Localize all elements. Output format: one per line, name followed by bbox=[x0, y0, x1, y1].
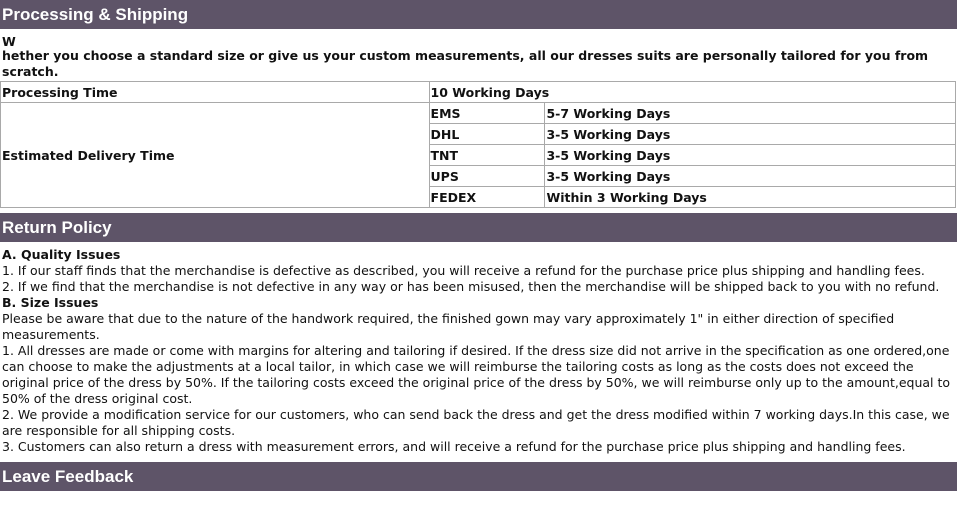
leave-feedback-header bbox=[0, 462, 957, 491]
carrier-time: 3-5 Working Days bbox=[545, 124, 956, 145]
carrier-name: EMS bbox=[429, 103, 545, 124]
processing-shipping-title: Processing & Shipping bbox=[2, 5, 189, 24]
size-intro: Please be aware that due to the nature of the handwork required, the finished gown may vary approximately 1" in either direction of specified measurements. bbox=[2, 311, 895, 342]
table-row bbox=[1, 103, 956, 124]
size-item: 2. We provide a modification service for our customers, who can send back the dress and get the dress modified within 7 working days.In this case, we are responsible for all shipping costs. bbox=[2, 407, 950, 438]
table-row bbox=[1, 82, 956, 103]
return-policy-body bbox=[0, 242, 957, 455]
processing-time-label: Processing Time bbox=[1, 82, 430, 103]
quality-item: 2. If we find that the merchandise is not defective in any way or has been misused, then the merchandise will be shipped back to you with no refund. bbox=[2, 279, 940, 294]
intro-text: hether you choose a standard size or give us your custom measurements, all our dresses suits are personally tailored for you from scratch. bbox=[2, 48, 929, 79]
carrier-name: DHL bbox=[429, 124, 545, 145]
carrier-time: 3-5 Working Days bbox=[545, 145, 956, 166]
carrier-time: 5-7 Working Days bbox=[545, 103, 956, 124]
return-policy-header bbox=[0, 213, 957, 242]
carrier-name: TNT bbox=[429, 145, 545, 166]
delivery-time-label: Estimated Delivery Time bbox=[1, 103, 430, 208]
intro-paragraph bbox=[0, 29, 957, 80]
size-item: 3. Customers can also return a dress with measurement errors, and will receive a refund for the purchase price plus shipping and handling fees. bbox=[2, 439, 906, 454]
quality-item: 1. If our staff finds that the merchandise is defective as described, you will receive a refund for the purchase price plus shipping and handling fees. bbox=[2, 263, 925, 278]
carrier-name: UPS bbox=[429, 166, 545, 187]
quality-issues-heading: A. Quality Issues bbox=[2, 247, 121, 262]
intro-drop-letter: W bbox=[2, 34, 16, 49]
size-issues-heading: B. Size Issues bbox=[2, 295, 99, 310]
carrier-time: Within 3 Working Days bbox=[545, 187, 956, 208]
processing-shipping-header bbox=[0, 0, 957, 29]
return-policy-title: Return Policy bbox=[2, 218, 112, 237]
size-item: 1. All dresses are made or come with margins for altering and tailoring if desired. If the dress size did not arrive in the specification as one ordered,one can choose to make the adjustments at a local tailor, in which case we will reimburse the tailoring costs as long as the costs does not exceed the original price of the dress by 50%. If the tailoring costs exceed the original price of the dress by 50%, we will reimburse only up to the amount,equal to 50% of the dress original cost. bbox=[2, 343, 951, 406]
carrier-name: FEDEX bbox=[429, 187, 545, 208]
processing-time-value: 10 Working Days bbox=[429, 82, 955, 103]
leave-feedback-title: Leave Feedback bbox=[2, 467, 134, 486]
carrier-time: 3-5 Working Days bbox=[545, 166, 956, 187]
shipping-table bbox=[0, 81, 956, 208]
